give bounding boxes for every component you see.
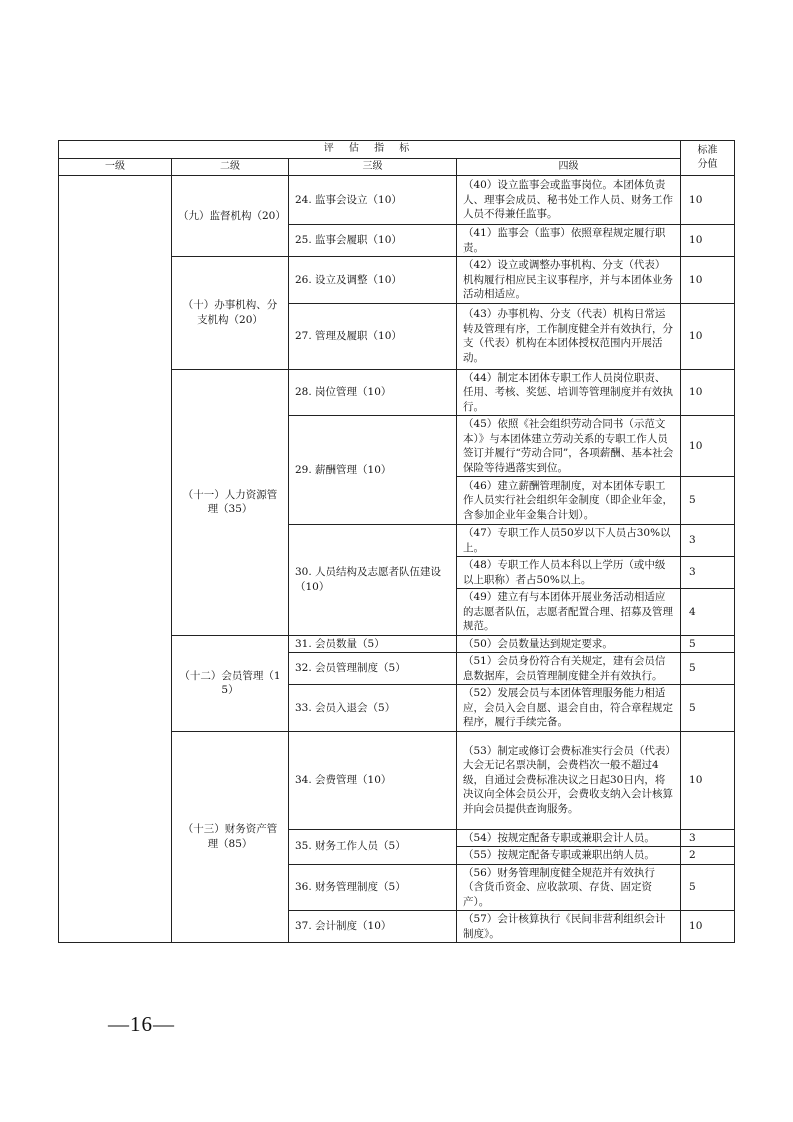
score-cell: 10 (681, 225, 735, 257)
level-3-cell: 28. 岗位管理（10） (289, 369, 457, 416)
level-3-cell: 24. 监事会设立（10） (289, 176, 457, 225)
level-3-cell: 31. 会员数量（5） (289, 635, 457, 653)
evaluation-index-table (58, 140, 735, 943)
level-2-cell: （十一）人力资源管理（35） (172, 369, 289, 635)
level-3-cell: 27. 管理及履职（10） (289, 303, 457, 369)
level-4-cell: （48）专职工作人员本科以上学历（或中级以上职称）者占50%以上。 (457, 557, 681, 589)
level-4-cell: （54）按规定配备专职或兼职会计人员。 (457, 829, 681, 847)
score-cell: 5 (681, 685, 735, 732)
level-4-cell: （43）办事机构、分支（代表）机构日常运转及管理有序，工作制度健全并有效执行，分支（代表）机构在本团体授权范围内开展活动。 (457, 303, 681, 369)
level-3-cell: 35. 财务工作人员（5） (289, 829, 457, 864)
table-row (59, 176, 735, 225)
level-3-cell: 29. 薪酬管理（10） (289, 416, 457, 525)
level-3-cell: 25. 监事会履职（10） (289, 225, 457, 257)
level-3-cell: 30. 人员结构及志愿者队伍建设（10） (289, 525, 457, 636)
score-cell: 10 (681, 731, 735, 829)
score-cell: 10 (681, 303, 735, 369)
level-4-cell: （55）按规定配备专职或兼职出纳人员。 (457, 847, 681, 865)
level-3-cell: 34. 会费管理（10） (289, 731, 457, 829)
level-4-cell: （56）财务管理制度健全规范并有效执行（含货币资金、应收款项、存货、固定资产）。 (457, 864, 681, 911)
level-4-cell: （47）专职工作人员50岁以下人员占30%以上。 (457, 525, 681, 557)
level-4-cell: （50）会员数量达到规定要求。 (457, 635, 681, 653)
score-cell: 5 (681, 864, 735, 911)
score-cell: 10 (681, 369, 735, 416)
level-4-header: 四级 (457, 158, 681, 176)
score-cell: 5 (681, 477, 735, 525)
level-2-cell: （十三）财务资产管理（85） (172, 731, 289, 943)
score-cell: 10 (681, 257, 735, 304)
level-3-cell: 36. 财务管理制度（5） (289, 864, 457, 911)
level-4-cell: （41）监事会（监事）依照章程规定履行职责。 (457, 225, 681, 257)
standard-score-header: 标准 分值 (681, 141, 735, 176)
level-4-cell: （46）建立薪酬管理制度，对本团体专职工作人员实行社会组织年金制度（即企业年金，含参加企业年金集合计划）。 (457, 477, 681, 525)
page-number: —16— (108, 1012, 175, 1036)
level-2-header: 二级 (172, 158, 289, 176)
level-4-cell: （52）发展会员与本团体管理服务能力相适应，会员入会自愿、退会自由，符合章程规定程序，履行手续完备。 (457, 685, 681, 732)
level-1-cell (59, 176, 172, 943)
level-4-cell: （44）制定本团体专职工作人员岗位职责、任用、考核、奖惩、培训等管理制度并有效执行。 (457, 369, 681, 416)
score-cell: 5 (681, 635, 735, 653)
score-cell: 10 (681, 416, 735, 477)
score-cell: 5 (681, 653, 735, 685)
level-2-cell: （九）监督机构（20） (172, 176, 289, 257)
score-cell: 4 (681, 589, 735, 636)
table-header-title: 评 估 指 标 (59, 141, 681, 159)
level-1-header: 一级 (59, 158, 172, 176)
level-4-cell: （49）建立有与本团体开展业务活动相适应的志愿者队伍，志愿者配置合理、招募及管理规范。 (457, 589, 681, 636)
score-cell: 2 (681, 847, 735, 865)
level-4-cell: （45）依照《社会组织劳动合同书（示范文本）》与本团体建立劳动关系的专职工作人员签订并履行“劳动合同”，各项薪酬、基本社会保险等待遇落实到位。 (457, 416, 681, 477)
score-cell: 3 (681, 557, 735, 589)
level-4-cell: （40）设立监事会或监事岗位。本团体负责人、理事会成员、秘书处工作人员、财务工作人员不得兼任监事。 (457, 176, 681, 225)
level-3-header: 三级 (289, 158, 457, 176)
level-4-cell: （42）设立或调整办事机构、分支（代表）机构履行相应民主议事程序，并与本团体业务活动相适应。 (457, 257, 681, 304)
score-cell: 10 (681, 911, 735, 943)
level-2-cell: （十二）会员管理（15） (172, 635, 289, 731)
score-cell: 3 (681, 525, 735, 557)
level-4-cell: （57）会计核算执行《民间非营利组织会计制度》。 (457, 911, 681, 943)
level-2-cell: （十）办事机构、分支机构（20） (172, 257, 289, 370)
level-3-cell: 26. 设立及调整（10） (289, 257, 457, 304)
score-cell: 10 (681, 176, 735, 225)
level-3-cell: 33. 会员入退会（5） (289, 685, 457, 732)
score-cell: 3 (681, 829, 735, 847)
level-3-cell: 32. 会员管理制度（5） (289, 653, 457, 685)
level-3-cell: 37. 会计制度（10） (289, 911, 457, 943)
level-4-cell: （53）制定或修订会费标准实行会员（代表）大会无记名票决制，会费档次一般不超过4级，自通过会费标准决议之日起30日内，将决议向全体会员公开，会费收支纳入会计核算并向会员提供查询服务。 (457, 731, 681, 829)
level-4-cell: （51）会员身份符合有关规定，建有会员信息数据库，会员管理制度健全并有效执行。 (457, 653, 681, 685)
